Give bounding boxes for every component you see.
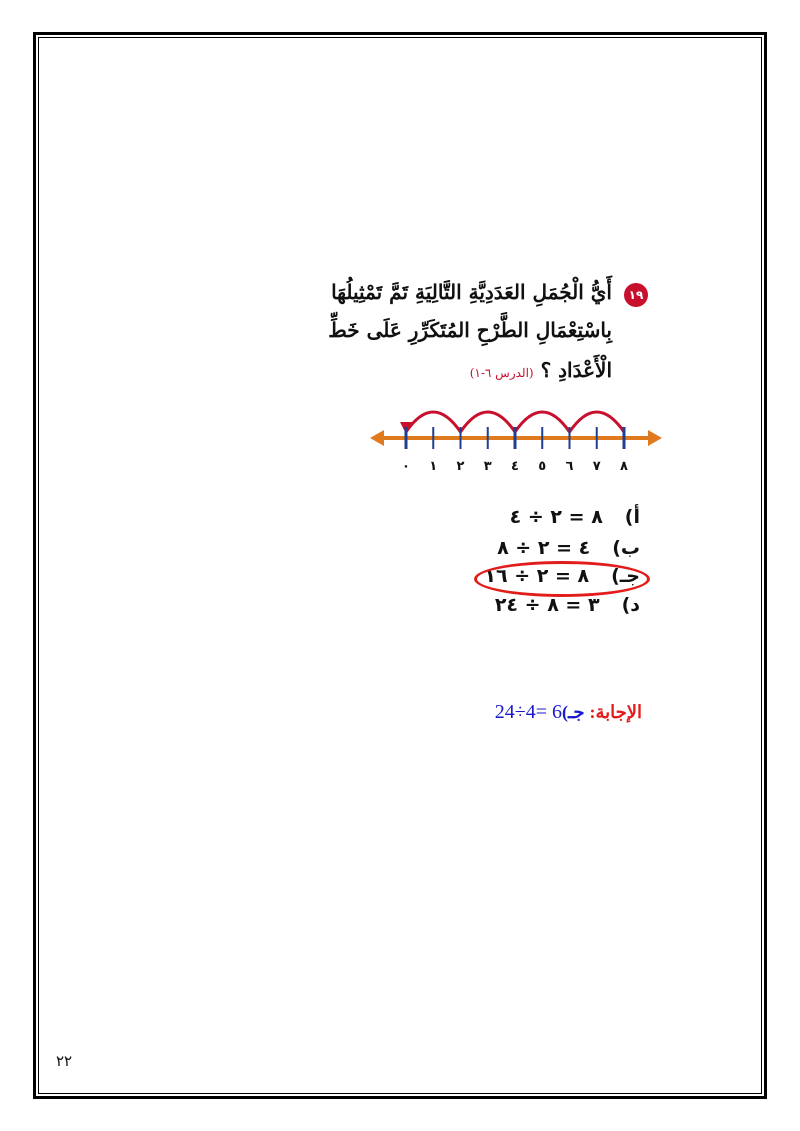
number-line-label: ٢ (456, 459, 465, 474)
option-a-letter: أ) (624, 506, 640, 528)
page-border-inner (38, 37, 762, 1094)
number-line-label: ٦ (565, 459, 574, 474)
question-line-3 (470, 358, 612, 382)
number-line-label: ٣ (483, 459, 492, 474)
option-c-letter: جـ) (611, 565, 640, 587)
option-d[interactable] (495, 594, 640, 616)
answer-line (495, 701, 642, 724)
option-b-letter: ب) (612, 537, 640, 559)
number-line-label: ٨ (620, 459, 628, 474)
question-line-1: أَيُّ الْجُمَلِ العَدَدِيَّةِ التَّالِيَةِ تَمَّ تَمْثِيلُهَا (331, 280, 612, 304)
number-line-label: ٤ (511, 459, 519, 474)
question-number-badge: ١٩ (624, 283, 648, 307)
option-b[interactable] (497, 537, 640, 559)
question-line-3-text: الْأَعْدَادِ ؟ (540, 358, 612, 382)
number-line-label: ١ (429, 459, 438, 474)
option-c-expression: ٨ = ٢ ÷ ١٦ (484, 565, 590, 587)
number-line-label: ٠ (402, 459, 410, 474)
answer-label: الإجابة: (589, 702, 642, 722)
axis-arrow-right-icon (648, 430, 662, 446)
number-line-label: ٥ (538, 459, 547, 474)
question-line-2: بِاسْتِعْمَالِ الطَّرْحِ المُتَكَرِّرِ عَلَى خَطِّ (328, 318, 612, 342)
option-d-expression: ٣ = ٨ ÷ ٢٤ (494, 594, 600, 616)
option-a-expression: ٨ = ٢ ÷ ٤ (509, 506, 603, 528)
number-line-diagram (370, 392, 662, 476)
number-line-label: ٧ (592, 459, 601, 474)
answer-expression: 24÷4= 6 (494, 701, 563, 723)
lesson-reference: (الدرس ٦-١) (469, 366, 534, 380)
axis-arrow-left-icon (370, 430, 384, 446)
option-a[interactable] (510, 506, 640, 528)
selected-answer-circle (474, 561, 650, 597)
page-number: ٢٢ (56, 1052, 73, 1070)
answer-choice: جـ) (562, 702, 585, 722)
option-b-expression: ٤ = ٢ ÷ ٨ (497, 537, 591, 559)
number-line-labels (402, 459, 628, 474)
option-d-letter: د) (621, 594, 640, 616)
